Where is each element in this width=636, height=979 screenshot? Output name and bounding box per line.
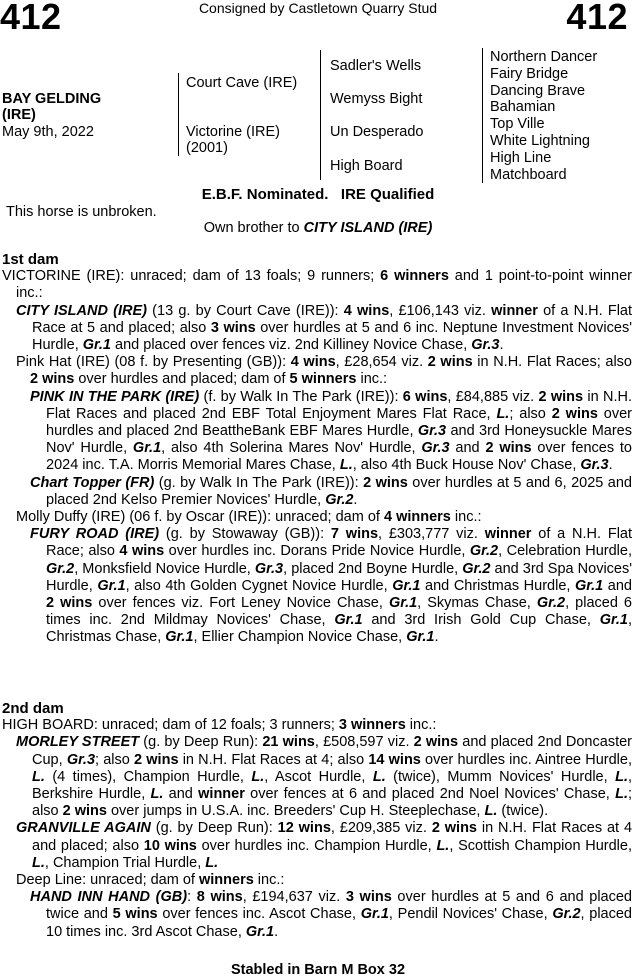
- progeny-entry: [2, 303, 632, 355]
- text-run: (twice), Mumm Novices' Hurdle,: [385, 768, 616, 785]
- text-run: :: [187, 889, 197, 906]
- highlighted-name: Gr.3: [580, 457, 609, 474]
- text-run: , £194,637 viz.: [242, 889, 346, 906]
- text-run: and: [163, 786, 199, 803]
- first-dam-section: [2, 251, 632, 647]
- text-run: Molly Duffy (IRE) (06 f. by Oscar (IRE)): unraced; dam of: [16, 509, 384, 526]
- highlighted-name: Gr.3: [66, 751, 96, 768]
- text-run: ; also: [32, 786, 633, 820]
- highlighted-name: Gr.1: [599, 612, 628, 629]
- text-run: and placed 2nd Doncaster Cup,: [32, 734, 632, 768]
- text-run: , £106,143 viz.: [389, 302, 492, 319]
- second-dam-intro: [2, 717, 632, 734]
- bold-text: 8 wins: [196, 889, 243, 906]
- nominations: E.B.F. Nominated. IRE Qualified: [201, 186, 435, 203]
- bold-text: 6 winners: [380, 268, 449, 285]
- pedigree-gen4-6: White Lightning: [490, 132, 590, 149]
- text-run: (twice).: [497, 803, 549, 820]
- stabled-note: Stabled in Barn M Box 32: [230, 962, 406, 978]
- text-run: inc.:: [253, 872, 285, 889]
- highlighted-name: Gr.1: [575, 577, 604, 594]
- text-run: over fences at 6 and placed 2nd Noel Novices' Chase,: [244, 786, 616, 803]
- text-run: and Christmas Hurdle,: [420, 577, 575, 594]
- highlighted-name: L.: [372, 768, 386, 785]
- second-dam-section: [2, 700, 632, 941]
- pedigree-gen4-3: Dancing Brave: [490, 82, 586, 99]
- text-run: , Ascot Hurdle,: [264, 768, 373, 785]
- pedigree-bracket-1: [178, 73, 179, 156]
- bold-text: 12 wins: [277, 820, 331, 837]
- progeny-entry: [2, 475, 632, 509]
- highlighted-name: MORLEY STREET: [16, 734, 140, 751]
- text-run: over hurdles at 5 and 6 inc. Neptune Investment Novices' Hurdle,: [32, 319, 632, 354]
- pedigree-gen4-7: High Line: [490, 149, 552, 166]
- progeny-entry: [2, 509, 632, 526]
- text-run: and placed over fences viz. 2nd Killiney Novice Chase,: [111, 337, 472, 354]
- text-run: of a N.H. Flat Race; also: [46, 526, 633, 560]
- pedigree-bracket-3: [482, 48, 483, 183]
- pedigree-dam-name: Victorine (IRE): [186, 124, 281, 140]
- text-run: Pink Hat (IRE) (08 f. by Presenting (GB)):: [16, 354, 291, 371]
- bold-text: 3 wins: [210, 319, 256, 336]
- text-run: over hurdles and placed 2nd BeattheBank EBF Mares Hurdle,: [46, 405, 632, 440]
- highlighted-name: L.: [150, 786, 164, 803]
- bold-text: 4 winners: [383, 509, 451, 526]
- text-run: , Champion Trial Hurdle,: [44, 854, 206, 871]
- pedigree-gen4-1: Northern Dancer: [490, 49, 598, 65]
- text-run: (g. by Walk In The Park (IRE)):: [154, 474, 364, 491]
- text-run: (g. by Stowaway (GB)):: [159, 526, 331, 543]
- highlighted-name: FURY ROAD (IRE): [30, 526, 160, 543]
- bold-text: 3 wins: [345, 889, 392, 906]
- bold-text: 2 wins: [363, 474, 408, 491]
- pedigree-gen4-4: Bahamian: [490, 99, 556, 116]
- highlighted-name: GRANVILLE AGAIN: [16, 820, 151, 837]
- highlighted-name: L.: [205, 854, 219, 871]
- text-run: inc.:: [405, 717, 437, 734]
- text-run: , £303,777 viz.: [378, 526, 485, 543]
- text-run: over hurdles at 5 and 6, 2025 and placed 2nd Kelso Premier Novices' Hurdle,: [46, 474, 632, 508]
- pedigree-sire: Court Cave (IRE): [186, 75, 298, 91]
- own-brother-prefix: Own brother to: [203, 220, 304, 236]
- highlighted-name: Gr.1: [388, 595, 418, 612]
- pedigree-gen4-8: Matchboard: [490, 166, 567, 183]
- text-run: , also 4th Golden Cygnet Novice Hurdle,: [125, 577, 393, 594]
- bold-text: 2 wins: [431, 820, 477, 837]
- first-dam-progeny: [2, 303, 632, 647]
- progeny-entry: [2, 889, 632, 941]
- first-dam-intro: [2, 268, 632, 302]
- text-run: and 3rd Spa Novices' Hurdle,: [46, 560, 633, 594]
- pedigree-gen4-5: Top Ville: [490, 116, 545, 133]
- text-run: and: [603, 577, 632, 594]
- first-dam-heading: 1st dam: [2, 251, 59, 268]
- text-run: HIGH BOARD: unraced; dam of 12 foals; 3 runners;: [2, 717, 339, 734]
- highlighted-name: Gr.2: [462, 560, 491, 577]
- second-dam-progeny: [2, 734, 632, 940]
- highlighted-name: L.: [251, 768, 265, 785]
- bold-text: 4 wins: [290, 354, 336, 371]
- pedigree-gen4-2: Fairy Bridge: [490, 65, 569, 82]
- highlighted-name: Gr.3: [471, 337, 500, 354]
- text-run: of a N.H. Flat Race at 5 and placed; also: [32, 302, 633, 336]
- pedigree-gen3-1: Sadler's Wells: [330, 58, 422, 74]
- text-run: .: [434, 629, 439, 646]
- highlighted-name: Gr.2: [552, 906, 581, 923]
- highlighted-name: L.: [484, 803, 498, 820]
- second-dam-heading: 2nd dam: [2, 700, 64, 717]
- highlighted-name: L.: [496, 405, 510, 422]
- text-run: , £28,654 viz.: [335, 354, 428, 371]
- text-run: in N.H. Flat Races at 4; also: [178, 751, 369, 768]
- text-run: (g. by Deep Run):: [150, 820, 278, 837]
- highlighted-name: Gr.2: [325, 491, 354, 508]
- text-run: ; also: [95, 751, 135, 768]
- highlighted-name: Gr.1: [392, 577, 421, 594]
- text-run: in N.H. Flat Races; also: [472, 354, 632, 371]
- text-run: and 3rd Honeysuckle Mares Nov' Hurdle,: [46, 423, 632, 457]
- bold-text: winner: [491, 302, 538, 319]
- highlighted-name: Gr.3: [421, 440, 450, 457]
- pedigree-gen3-4: High Board: [330, 158, 403, 174]
- progeny-entry: [2, 820, 632, 872]
- bold-text: 7 wins: [330, 526, 379, 543]
- lot-number-right: 412: [566, 0, 628, 37]
- text-run: (4 times), Champion Hurdle,: [44, 768, 252, 785]
- highlighted-name: L.: [339, 457, 353, 474]
- bold-text: 2 wins: [30, 371, 75, 388]
- highlighted-name: Gr.1: [245, 923, 275, 940]
- highlighted-name: Gr.1: [165, 629, 194, 646]
- highlighted-name: CITY ISLAND (IRE): [16, 302, 147, 319]
- text-run: inc.:: [356, 371, 388, 388]
- text-run: .: [608, 457, 613, 474]
- pedigree-gen4: [490, 49, 597, 183]
- text-run: , Skymas Chase,: [417, 595, 537, 612]
- text-run: in N.H. Flat Races at 4 and placed; also: [32, 820, 633, 854]
- text-run: over hurdles and placed; dam of: [74, 371, 290, 388]
- highlighted-name: Gr.1: [406, 629, 435, 646]
- highlighted-name: Gr.1: [97, 577, 126, 594]
- highlighted-name: Gr.1: [334, 612, 363, 629]
- bold-text: 6 wins: [402, 388, 448, 405]
- text-run: over fences to 2024 inc. T.A. Morris Memorial Mares Chase,: [46, 440, 633, 474]
- highlighted-name: L.: [615, 786, 628, 803]
- text-run: , Celebration Hurdle,: [498, 543, 632, 560]
- progeny-entry: [2, 526, 632, 646]
- text-run: , Ellier Champion Novice Chase,: [193, 629, 407, 646]
- bold-text: 5 wins: [112, 906, 158, 923]
- bold-text: 4 wins: [343, 302, 390, 319]
- text-run: (13 g. by Court Cave (IRE)):: [146, 302, 344, 319]
- text-run: over hurdles inc. Dorans Pride Novice Hurdle,: [164, 543, 470, 560]
- bold-text: 2 wins: [551, 405, 598, 422]
- text-run: , placed 2nd Boyne Hurdle,: [283, 560, 463, 577]
- highlighted-name: Gr.2: [46, 560, 75, 577]
- text-run: , £84,885 viz.: [447, 388, 539, 405]
- text-run: Deep Line: unraced; dam of: [16, 872, 199, 889]
- highlighted-name: Gr.1: [132, 440, 162, 457]
- text-run: and 3rd Irish Gold Cup Chase,: [362, 612, 600, 629]
- text-run: , £508,597 viz.: [314, 734, 414, 751]
- highlighted-name: Gr.1: [82, 337, 111, 354]
- text-run: , Berkshire Hurdle,: [32, 768, 633, 803]
- text-run: .: [499, 337, 504, 354]
- text-run: over hurdles at 5 and 6 and placed twice and: [46, 889, 632, 923]
- text-run: (f. by Walk In The Park (IRE)):: [199, 388, 403, 405]
- highlighted-name: Gr.3: [254, 560, 284, 577]
- text-run: VICTORINE (IRE): unraced; dam of 13 foals; 9 runners;: [2, 268, 381, 285]
- pedigree-dam: [186, 124, 280, 156]
- text-run: over fences viz. Fort Leney Novice Chase,: [92, 595, 389, 612]
- bold-text: winners: [198, 872, 254, 889]
- text-run: ; also: [509, 405, 552, 422]
- own-brother-name: CITY ISLAND (IRE): [303, 220, 433, 236]
- text-run: in N.H. Flat Races and placed 2nd EBF Total Enjoyment Mares Flat Race,: [46, 388, 632, 422]
- bold-text: 21 wins: [262, 734, 315, 751]
- unbroken-note: This horse is unbroken.: [6, 204, 157, 220]
- text-run: , placed 6 times inc. 2nd Mildmay Novices' Chase,: [46, 595, 632, 629]
- text-run: inc.:: [450, 509, 482, 526]
- bold-text: 2 wins: [62, 803, 107, 820]
- text-run: , also 4th Solerina Mares Nov' Hurdle,: [161, 440, 422, 457]
- progeny-entry: [2, 872, 632, 889]
- highlighted-name: PINK IN THE PARK (IRE): [30, 388, 200, 405]
- pedigree-bracket-2: [320, 50, 321, 180]
- text-run: .: [353, 491, 358, 508]
- pedigree-gen3-2: Wemyss Bight: [330, 91, 423, 107]
- text-run: over hurdles inc. Aintree Hurdle,: [420, 751, 632, 768]
- text-run: and: [449, 440, 486, 457]
- text-run: , Pendil Novices' Chase,: [388, 906, 553, 923]
- bold-text: winner: [484, 526, 532, 543]
- highlighted-name: L.: [32, 768, 45, 785]
- text-run: , £209,385 viz.: [330, 820, 432, 837]
- highlighted-name: L.: [32, 854, 45, 871]
- bold-text: 2 wins: [134, 751, 179, 768]
- highlighted-name: Gr.2: [536, 595, 566, 612]
- highlighted-name: Gr.3: [417, 423, 447, 440]
- text-run: .: [274, 923, 279, 940]
- horse-country: (IRE): [2, 107, 36, 123]
- text-run: over fences inc. Ascot Chase,: [157, 906, 361, 923]
- highlighted-name: HAND INN HAND (GB): [30, 889, 188, 906]
- horse-sex-colour: BAY GELDING: [2, 91, 102, 107]
- bold-text: 2 wins: [538, 388, 584, 405]
- progeny-entry: [2, 354, 632, 388]
- text-run: , Christmas Chase,: [46, 612, 632, 646]
- horse-description: [2, 91, 101, 123]
- highlighted-name: Chart Topper (FR): [30, 474, 155, 491]
- bold-text: winner: [198, 786, 245, 803]
- pedigree-dam-year: (2001): [186, 140, 228, 156]
- text-run: over hurdles inc. Champion Hurdle,: [196, 837, 437, 854]
- consignor: Consigned by Castletown Quarry Stud: [198, 0, 438, 16]
- lot-number-left: 412: [0, 0, 62, 37]
- bold-text: 2 wins: [485, 440, 532, 457]
- highlighted-name: Gr.1: [360, 906, 389, 923]
- pedigree-gen3-3: Un Desperado: [330, 124, 424, 140]
- progeny-entry: [2, 389, 632, 475]
- own-brother-note: [0, 220, 636, 236]
- bold-text: 5 winners: [289, 371, 357, 388]
- horse-foaled: May 9th, 2022: [2, 124, 94, 140]
- highlighted-name: Gr.2: [469, 543, 499, 560]
- text-run: , Scottish Champion Hurdle,: [449, 837, 632, 854]
- bold-text: 10 wins: [143, 837, 197, 854]
- bold-text: 2 wins: [427, 354, 473, 371]
- text-run: , placed 10 times inc. 3rd Ascot Chase,: [46, 906, 632, 940]
- bold-text: 14 wins: [368, 751, 421, 768]
- text-run: (g. by Deep Run):: [139, 734, 263, 751]
- bold-text: 4 wins: [119, 543, 165, 560]
- text-run: and 1 point-to-point winner inc.:: [16, 268, 632, 302]
- bold-text: 3 winners: [338, 717, 406, 734]
- progeny-entry: [2, 734, 632, 820]
- bold-text: 2 wins: [413, 734, 459, 751]
- text-run: , Monksfield Novice Hurdle,: [74, 560, 255, 577]
- bold-text: 2 wins: [46, 595, 93, 612]
- text-run: , also 4th Buck House Nov' Chase,: [352, 457, 581, 474]
- highlighted-name: L.: [615, 768, 628, 785]
- text-run: over jumps in U.S.A. inc. Breeders' Cup H. Steeplechase,: [106, 803, 485, 820]
- highlighted-name: L.: [436, 837, 450, 854]
